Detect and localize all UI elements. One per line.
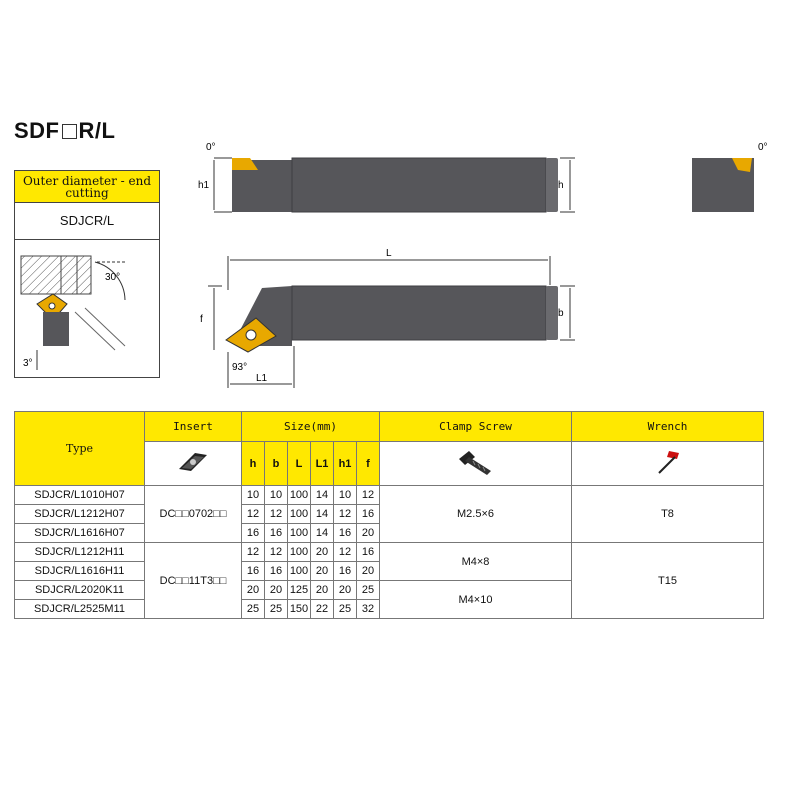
wrench-cell: T15	[572, 543, 764, 619]
tool-bottom-view	[200, 248, 575, 388]
size-header: Size(mm)	[242, 412, 380, 442]
clamp-screw-image-cell	[380, 442, 572, 486]
size-cell: 14	[311, 505, 334, 524]
h-label: h	[558, 180, 564, 191]
size-cell: 20	[242, 581, 265, 600]
wrench-icon	[643, 445, 693, 479]
size-cell: 100	[288, 486, 311, 505]
L1-label: L1	[256, 373, 268, 384]
size-cell: 16	[334, 562, 357, 581]
wrench-cell: T8	[572, 486, 764, 543]
size-cell: 20	[311, 581, 334, 600]
size-cell: 25	[334, 600, 357, 619]
size-cell: 16	[265, 562, 288, 581]
insert-cell: DC□□11T3□□	[145, 543, 242, 619]
size-cell: 125	[288, 581, 311, 600]
size-cell: 20	[357, 562, 380, 581]
size-cell: 12	[242, 543, 265, 562]
size-cell: 12	[357, 486, 380, 505]
type-cell: SDJCR/L1212H11	[15, 543, 145, 562]
size-cell: 25	[242, 600, 265, 619]
size-cell: 16	[242, 524, 265, 543]
size-col-L1: L1	[311, 442, 334, 486]
size-cell: 12	[334, 505, 357, 524]
L-label: L	[386, 248, 392, 259]
type-cell: SDJCR/L2525M11	[15, 600, 145, 619]
lead-angle-label: 93°	[232, 362, 248, 373]
b-label: b	[558, 308, 564, 319]
relief-angle-label: 3°	[23, 358, 33, 369]
type-cell: SDJCR/L1212H07	[15, 505, 145, 524]
type-cell: SDJCR/L1010H07	[15, 486, 145, 505]
size-cell: 16	[242, 562, 265, 581]
size-cell: 12	[242, 505, 265, 524]
clamp-screw-cell: M4×8	[380, 543, 572, 581]
size-cell: 20	[265, 581, 288, 600]
size-cell: 100	[288, 524, 311, 543]
size-cell: 12	[334, 543, 357, 562]
size-cell: 20	[311, 562, 334, 581]
detail-angle-label: 30°	[105, 272, 121, 283]
type-cell: SDJCR/L2020K11	[15, 581, 145, 600]
size-cell: 10	[242, 486, 265, 505]
size-cell: 100	[288, 562, 311, 581]
size-cell: 20	[311, 543, 334, 562]
size-cell: 16	[357, 543, 380, 562]
type-header: Type	[15, 412, 145, 486]
page-title: SDF R/L	[14, 118, 116, 143]
wrench-image-cell	[572, 442, 764, 486]
type-cell: SDJCR/L1616H11	[15, 562, 145, 581]
tool-code-label: SDJCR/L	[15, 203, 159, 240]
size-cell: 16	[265, 524, 288, 543]
size-cell: 20	[357, 524, 380, 543]
size-cell: 12	[265, 543, 288, 562]
type-cell: SDJCR/L1616H07	[15, 524, 145, 543]
clamp-screw-header: Clamp Screw	[380, 412, 572, 442]
clamp-screw-cell: M4×10	[380, 581, 572, 619]
size-cell: 25	[357, 581, 380, 600]
screw-icon	[451, 445, 501, 479]
size-col-f: f	[357, 442, 380, 486]
size-cell: 10	[265, 486, 288, 505]
wrench-header: Wrench	[572, 412, 764, 442]
size-cell: 14	[311, 524, 334, 543]
tool-side-view	[692, 142, 768, 212]
insert-icon	[173, 447, 213, 477]
size-cell: 10	[334, 486, 357, 505]
clamp-screw-cell: M2.5×6	[380, 486, 572, 543]
size-cell: 100	[288, 543, 311, 562]
h1-label: h1	[198, 180, 210, 191]
size-cell: 20	[334, 581, 357, 600]
operation-label: Outer diameter - end cutting	[15, 171, 159, 203]
tool-top-view	[198, 142, 575, 212]
size-cell: 22	[311, 600, 334, 619]
size-cell: 100	[288, 505, 311, 524]
insert-image-cell	[145, 442, 242, 486]
size-col-h1: h1	[334, 442, 357, 486]
insert-header: Insert	[145, 412, 242, 442]
size-cell: 16	[334, 524, 357, 543]
size-cell: 32	[357, 600, 380, 619]
size-col-L: L	[288, 442, 311, 486]
size-col-b: b	[265, 442, 288, 486]
size-col-h: h	[242, 442, 265, 486]
size-cell: 14	[311, 486, 334, 505]
f-label: f	[200, 314, 203, 325]
side-angle-label: 0°	[758, 142, 768, 153]
size-cell: 12	[265, 505, 288, 524]
size-cell: 25	[265, 600, 288, 619]
size-cell: 150	[288, 600, 311, 619]
insert-cell: DC□□0702□□	[145, 486, 242, 543]
top-angle-label: 0°	[206, 142, 216, 153]
size-cell: 16	[357, 505, 380, 524]
spec-table	[14, 411, 764, 619]
